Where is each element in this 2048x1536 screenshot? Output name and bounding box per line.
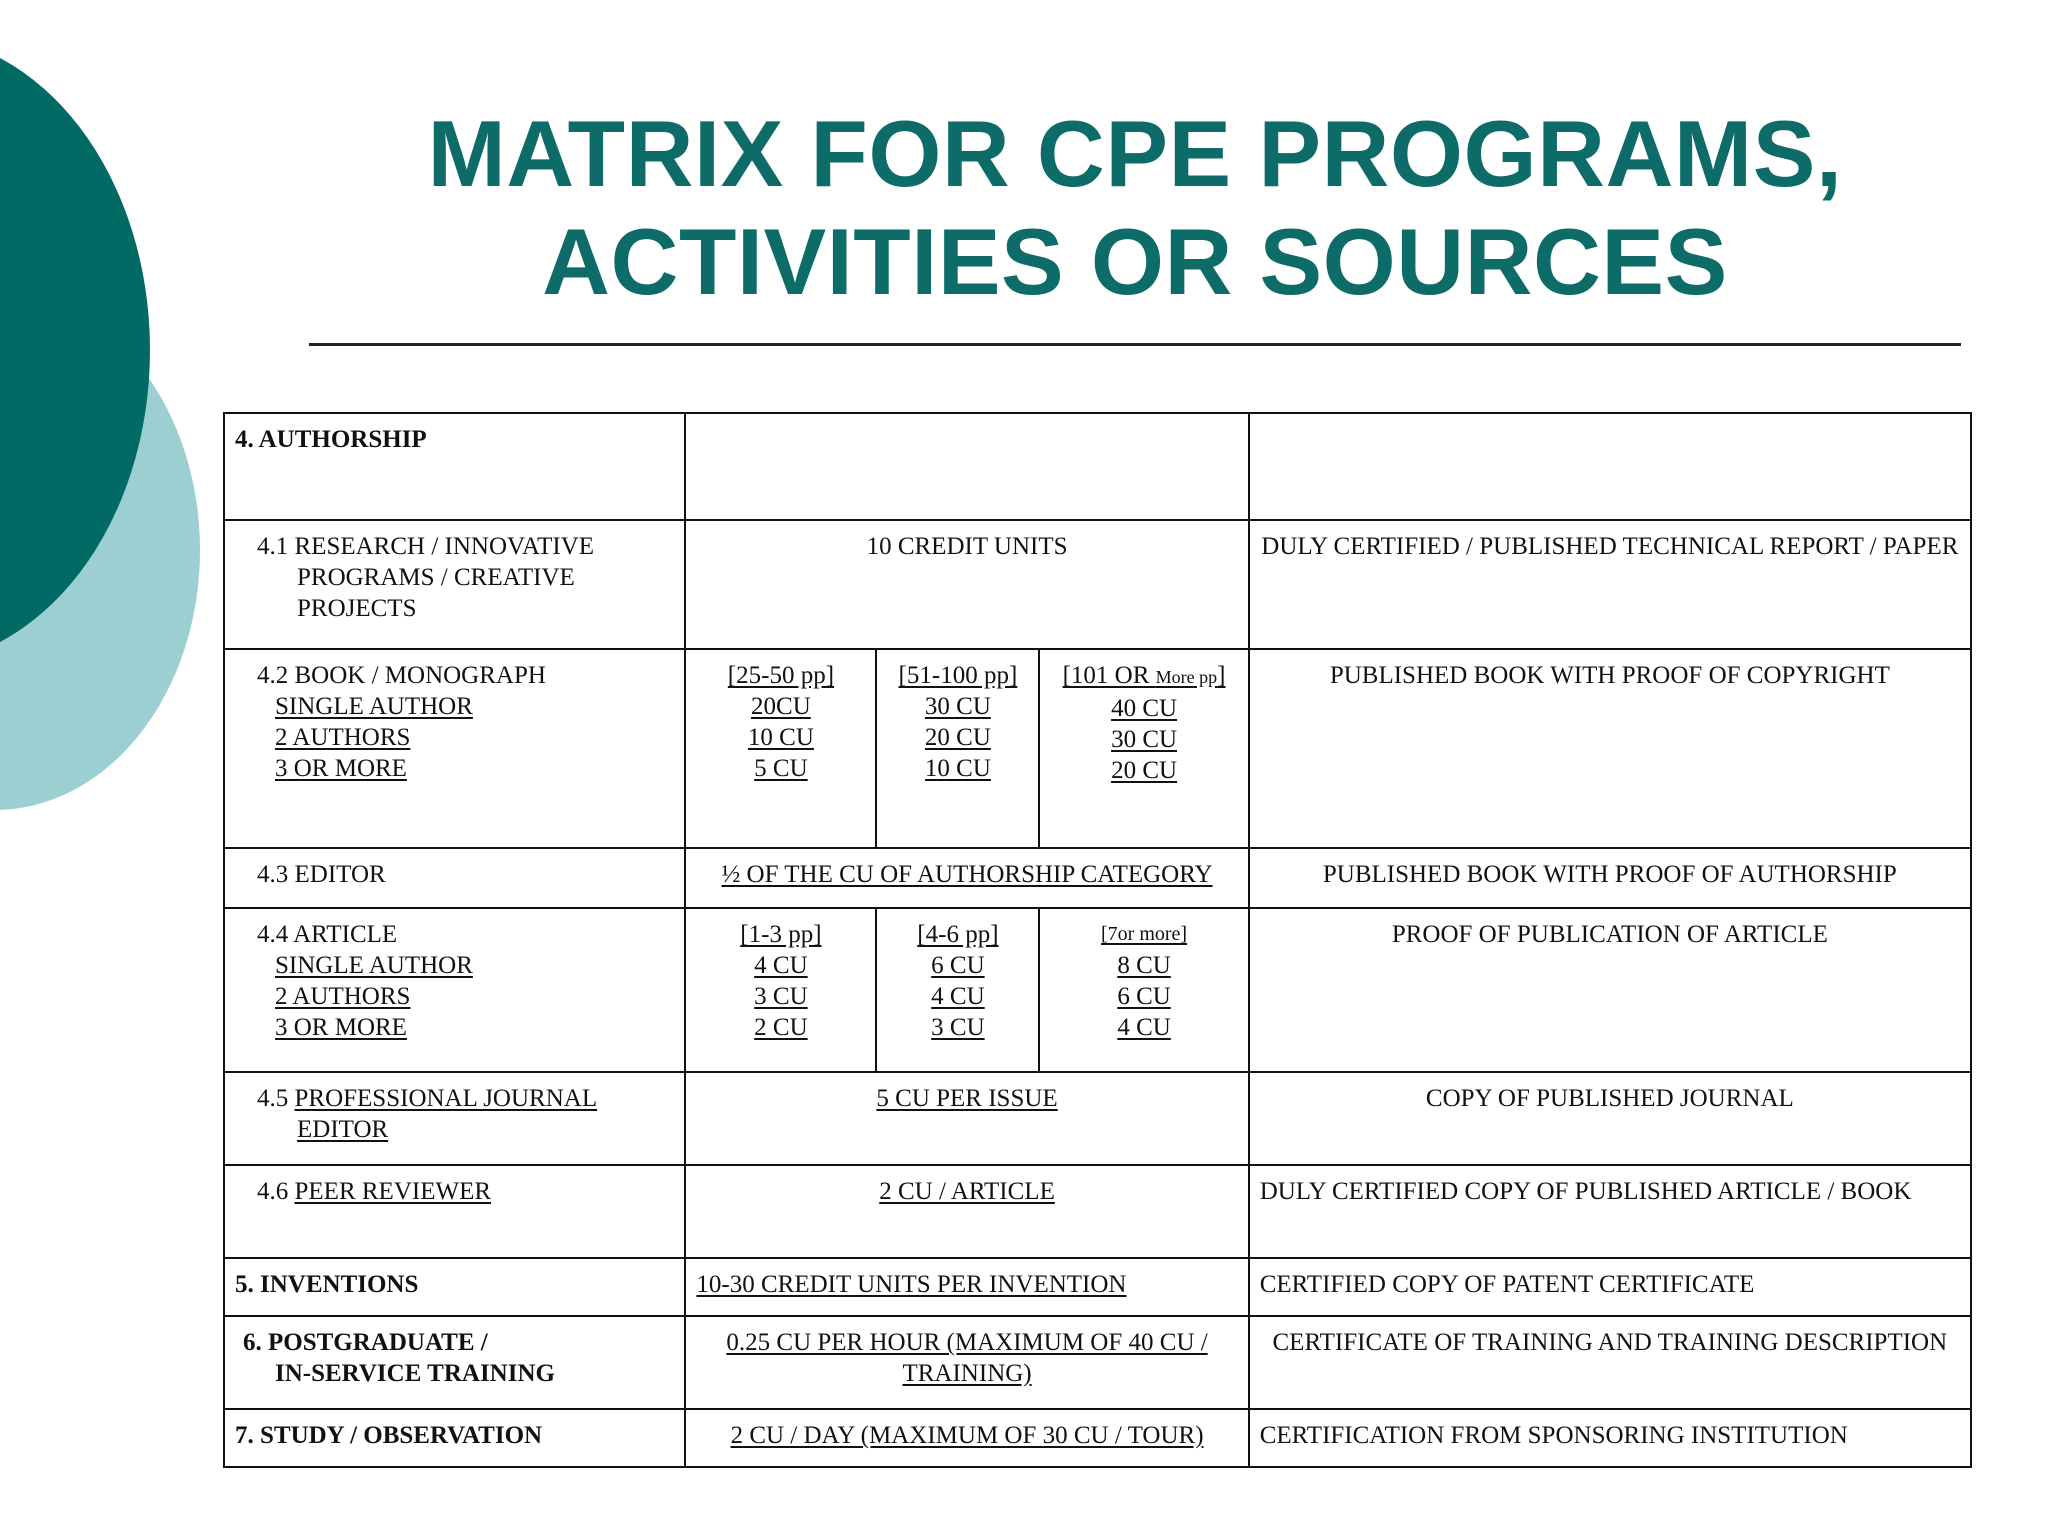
book-label: 4.2 BOOK / MONOGRAPH: [257, 662, 546, 689]
training-credit: 0.25 CU PER HOUR (MAXIMUM OF 40 CU / TRAINING): [685, 1316, 1248, 1409]
inventions-label: 5. INVENTIONS: [224, 1258, 685, 1316]
book-label-cell: [224, 649, 685, 848]
row-4-2: [224, 649, 1971, 848]
journal-prefix: 4.5: [257, 1085, 295, 1112]
book-sub-two: 2 AUTHORS: [275, 724, 411, 751]
row-4-6: [224, 1165, 1971, 1258]
training-requirement: CERTIFICATE OF TRAINING AND TRAINING DESCRIPTION: [1249, 1316, 1971, 1409]
article-col3-v2: 6 CU: [1117, 983, 1171, 1010]
row-5: [224, 1258, 1971, 1316]
article-label: 4.4 ARTICLE: [257, 921, 398, 948]
book-requirement: PUBLISHED BOOK WITH PROOF OF COPYRIGHT: [1249, 649, 1971, 848]
authorship-credit-cell: [685, 413, 1248, 520]
research-label-line3: PROJECTS: [297, 595, 417, 622]
book-col3-v1: 40 CU: [1111, 695, 1178, 722]
article-col-1-3: [686, 909, 877, 1071]
book-col3-v2: 30 CU: [1111, 726, 1178, 753]
article-sub-single: SINGLE AUTHOR: [275, 952, 473, 979]
article-col1-v1: 4 CU: [754, 952, 808, 979]
study-label: 7. STUDY / OBSERVATION: [224, 1409, 685, 1467]
research-requirement: DULY CERTIFIED / PUBLISHED TECHNICAL REPORT / PAPER: [1249, 520, 1971, 649]
book-col1-v1: 20CU: [751, 693, 811, 720]
article-col1-v2: 3 CU: [754, 983, 808, 1010]
research-credit: 10 CREDIT UNITS: [685, 520, 1248, 649]
reviewer-credit: 2 CU / ARTICLE: [685, 1165, 1248, 1258]
article-col2-v1: 6 CU: [931, 952, 985, 979]
journal-credit: 5 CU PER ISSUE: [685, 1072, 1248, 1165]
article-col1-head: [1-3 pp]: [740, 921, 822, 948]
book-col-51-100: [877, 650, 1040, 847]
row-4-4: [224, 908, 1971, 1072]
book-col2-v1: 30 CU: [924, 693, 991, 720]
cpe-matrix-table: [223, 412, 1972, 1468]
row-6: [224, 1316, 1971, 1409]
book-col3-head: [1044, 660, 1243, 693]
inventions-credit: 10-30 CREDIT UNITS PER INVENTION: [685, 1258, 1248, 1316]
research-label-line2: PROGRAMS / CREATIVE: [297, 564, 575, 591]
book-col1-head: [25-50 pp]: [727, 662, 835, 689]
journal-requirement: COPY OF PUBLISHED JOURNAL: [1249, 1072, 1971, 1165]
article-credit-cell: [685, 908, 1248, 1072]
research-label-cell: [224, 520, 685, 649]
study-requirement: CERTIFICATION FROM SPONSORING INSTITUTION: [1249, 1409, 1971, 1467]
article-col-4-6: [877, 909, 1040, 1071]
slide-title: [300, 100, 1970, 316]
inventions-requirement: CERTIFIED COPY OF PATENT CERTIFICATE: [1249, 1258, 1971, 1316]
article-sub-more: 3 OR MORE: [275, 1014, 407, 1041]
row-7: [224, 1409, 1971, 1467]
book-col3-head-b: More pp: [1155, 667, 1218, 687]
article-col-7-more: [1040, 909, 1247, 1071]
book-col3-head-a: [101 OR: [1062, 662, 1156, 689]
article-col3-v3: 4 CU: [1117, 1014, 1171, 1041]
row-4-5: [224, 1072, 1971, 1165]
journal-label-cell: [224, 1072, 685, 1165]
book-col-25-50: [686, 650, 877, 847]
book-col1-v3: 5 CU: [754, 755, 808, 782]
book-col1-v2: 10 CU: [747, 724, 814, 751]
reviewer-title: PEER REVIEWER: [294, 1178, 492, 1205]
journal-label-line2: EDITOR: [297, 1116, 389, 1143]
article-col3-head: [7or more]: [1101, 923, 1188, 945]
reviewer-label-cell: [224, 1165, 685, 1258]
row-4-1: [224, 520, 1971, 649]
reviewer-requirement: DULY CERTIFIED COPY OF PUBLISHED ARTICLE / BOOK: [1249, 1165, 1971, 1258]
book-col3-head-c: ]: [1217, 662, 1226, 689]
training-label: 6. POSTGRADUATE /: [243, 1329, 488, 1356]
row-4-3: [224, 848, 1971, 908]
article-col1-v3: 2 CU: [754, 1014, 808, 1041]
article-sub-two: 2 AUTHORS: [275, 983, 411, 1010]
book-col2-v2: 20 CU: [924, 724, 991, 751]
book-col2-v3: 10 CU: [924, 755, 991, 782]
book-col-101-more: [1040, 650, 1247, 847]
book-col3-v3: 20 CU: [1111, 757, 1178, 784]
reviewer-prefix: 4.6: [257, 1178, 295, 1205]
training-label-line2: IN-SERVICE TRAINING: [275, 1360, 555, 1387]
book-col2-head: [51-100 pp]: [898, 662, 1018, 689]
article-requirement: PROOF OF PUBLICATION OF ARTICLE: [1249, 908, 1971, 1072]
editor-requirement: PUBLISHED BOOK WITH PROOF OF AUTHORSHIP: [1249, 848, 1971, 908]
study-credit: 2 CU / DAY (MAXIMUM OF 30 CU / TOUR): [685, 1409, 1248, 1467]
book-sub-single: SINGLE AUTHOR: [275, 693, 473, 720]
article-col2-head: [4-6 pp]: [917, 921, 999, 948]
journal-label: [235, 1083, 674, 1114]
journal-title: PROFESSIONAL JOURNAL: [294, 1085, 598, 1112]
authorship-requirement-cell: [1249, 413, 1971, 520]
article-col2-v3: 3 CU: [931, 1014, 985, 1041]
training-label-cell: [224, 1316, 685, 1409]
book-credit-cell: [685, 649, 1248, 848]
title-line-1: MATRIX FOR CPE PROGRAMS,: [427, 101, 1843, 206]
book-sub-more: 3 OR MORE: [275, 755, 407, 782]
title-line-2: ACTIVITIES OR SOURCES: [542, 209, 1728, 314]
editor-credit: ½ OF THE CU OF AUTHORSHIP CATEGORY: [685, 848, 1248, 908]
title-divider: [309, 343, 1961, 346]
row-authorship: [224, 413, 1971, 520]
editor-label: 4.3 EDITOR: [224, 848, 685, 908]
article-col3-v1: 8 CU: [1117, 952, 1171, 979]
authorship-heading: 4. AUTHORSHIP: [224, 413, 685, 520]
article-label-cell: [224, 908, 685, 1072]
research-label: 4.1 RESEARCH / INNOVATIVE: [257, 533, 595, 560]
article-col2-v2: 4 CU: [931, 983, 985, 1010]
reviewer-label: [235, 1176, 674, 1207]
